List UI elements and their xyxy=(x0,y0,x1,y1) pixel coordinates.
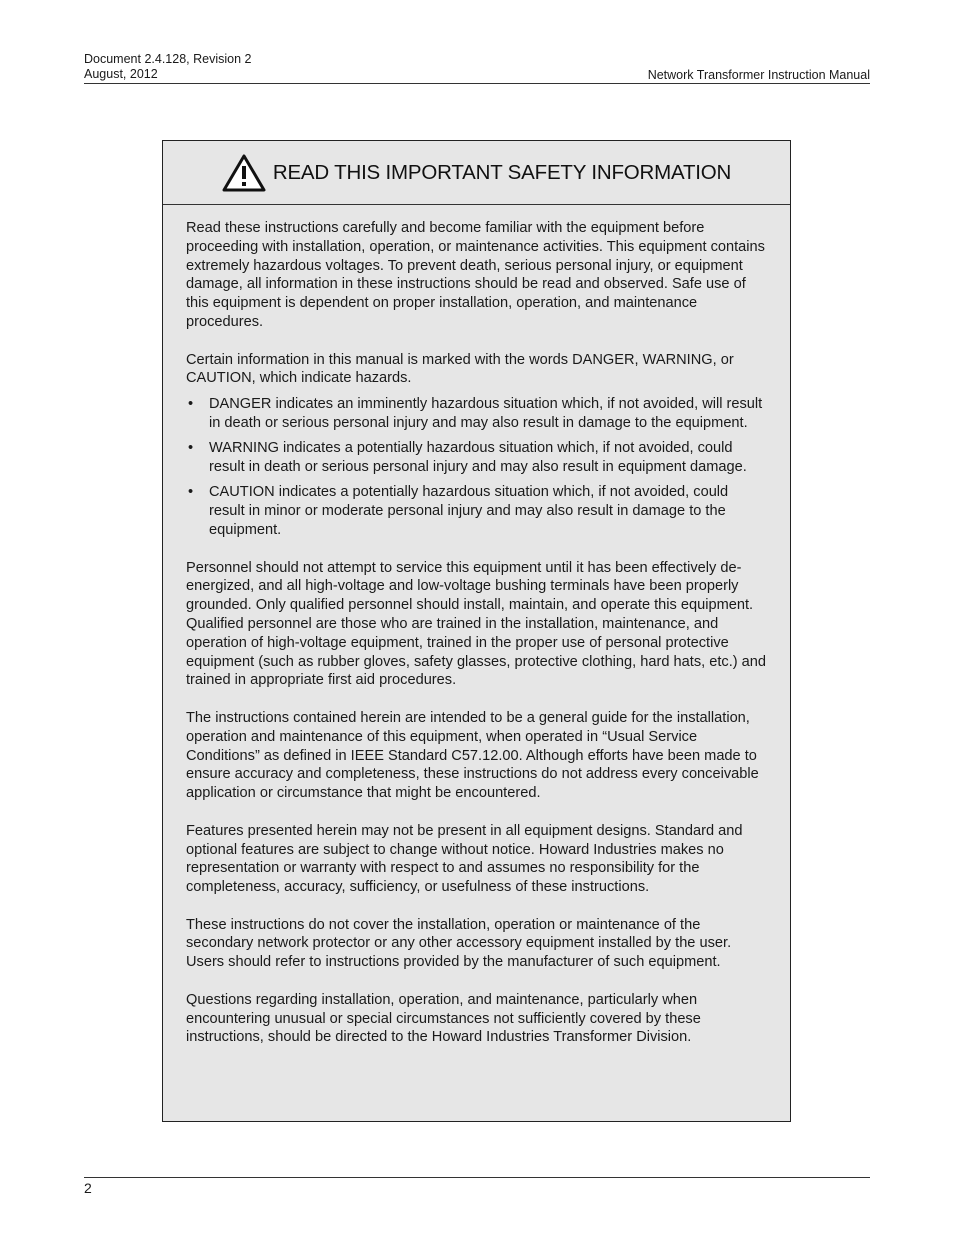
bullet-icon: • xyxy=(188,396,194,413)
safety-box-body xyxy=(163,205,790,1047)
hazard-level-list xyxy=(186,395,766,540)
document-date: August, 2012 xyxy=(84,66,158,81)
bullet-icon: • xyxy=(188,440,194,457)
warning-triangle-icon xyxy=(222,153,266,193)
safety-paragraph-hazard-words: Certain information in this manual is marked with the words DANGER, WARNING, or CAUTION, which indicate hazards. xyxy=(186,351,734,387)
safety-paragraph-questions: Questions regarding installation, operation, and maintenance, particularly when encountering unusual or special circumstances not sufficiently covered by these instructions, should be directed to the Howard Industries Transformer Division. xyxy=(186,991,701,1046)
safety-paragraph-intro: Read these instructions carefully and become familiar with the equipment before proceeding with installation, operation, or maintenance activities. This equipment contains extremely hazardous voltages. To prevent death, serious personal injury, or equipment damage, all information in these instructions should be read and observed. Safe use of this equipment is dependent on proper installation, operation, and maintenance procedures. xyxy=(186,220,765,330)
safety-paragraph-exclusions: These instructions do not cover the installation, operation or maintenance of the secondary network protector or any other accessory equipment installed by the user. Users should refer to instructions provided by the manufacturer of such equipment. xyxy=(186,916,732,971)
safety-paragraph-personnel: Personnel should not attempt to service this equipment until it has been effectively de-energized, and all high-voltage and low-voltage bushing terminals have been properly grounded. Only qualified personnel should install, maintain, and operate this equipment. Qualified personnel are those who are trained in the installation, maintenance, and operation of high-voltage equipment, trained in the proper use of personal protective equipment (such as rubber gloves, safety glasses, protective clothing, hard hats, etc.) and trained in appropriate first aid procedures. xyxy=(186,559,767,689)
bullet-icon: • xyxy=(188,484,194,501)
manual-title: Network Transformer Instruction Manual xyxy=(647,67,870,82)
safety-paragraph-features: Features presented herein may not be present in all equipment designs. Standard and optional features are subject to change without notice. Howard Industries makes no representation or warranty with respect to and assumes no responsibility for the completeness, accuracy, sufficiency, or usefulness of these instructions. xyxy=(186,822,743,896)
list-item: • CAUTION indicates a potentially hazardous situation which, if not avoided, could result in minor or moderate personal injury and may also result in damage to the equipment. xyxy=(188,484,729,538)
page-header xyxy=(84,52,870,84)
page-footer xyxy=(84,1177,870,1196)
safety-paragraph-scope: The instructions contained herein are intended to be a general guide for the installation, operation and maintenance of this equipment, when operated in “Usual Service Conditions” as defined in IEEE Standard C57.12.00. Although efforts have been made to ensure accuracy and completeness, these instructions do not address every conceivable application or circumstance that might be encountered. xyxy=(186,709,759,802)
safety-box-title: READ THIS IMPORTANT SAFETY INFORMATION xyxy=(272,160,732,184)
safety-information-box xyxy=(162,140,791,1122)
header-left xyxy=(84,52,251,81)
page-number: 2 xyxy=(84,1180,92,1196)
list-item: • WARNING indicates a potentially hazardous situation which, if not avoided, could result in death or serious personal injury and may also result in equipment damage. xyxy=(188,440,747,476)
document-number: Document 2.4.128, Revision 2 xyxy=(84,52,252,66)
safety-box-header xyxy=(163,141,790,205)
list-item: • DANGER indicates an imminently hazardous situation which, if not avoided, will result in death or serious personal injury and may also result in damage to the equipment. xyxy=(188,396,763,431)
